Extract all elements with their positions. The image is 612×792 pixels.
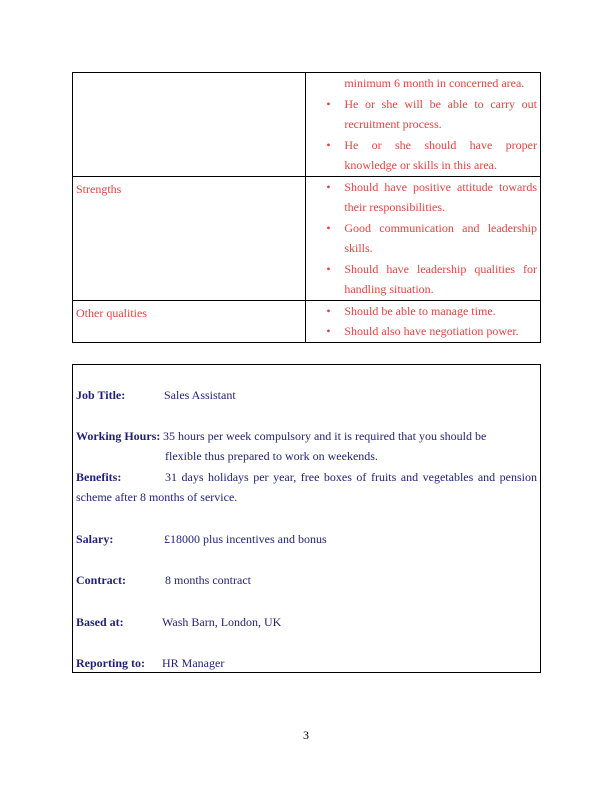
benefits-label: Benefits:	[76, 470, 122, 484]
list-item: • Should have positive attitude towards their responsibilities.	[306, 177, 537, 218]
job-title-value: Sales Assistant	[164, 388, 236, 402]
reporting-to-label: Reporting to:	[76, 656, 145, 670]
job-title-label: Job Title:	[76, 388, 126, 402]
list-item: minimum 6 month in concerned area.	[344, 76, 525, 90]
row-label	[73, 73, 306, 177]
row-label: Other qualities	[73, 300, 306, 342]
list-item: • Should have leadership qualities for handling situation.	[306, 259, 537, 300]
working-hours-label: Working Hours:	[76, 429, 161, 443]
table-row	[73, 300, 541, 342]
page-number: 3	[303, 728, 309, 742]
table-row	[73, 176, 541, 300]
working-hours-value: 35 hours per week compulsory and it is required that you should be	[163, 429, 487, 443]
benefits-value-cont: scheme after 8 months of service.	[76, 490, 238, 504]
row-content	[306, 176, 541, 300]
row-content	[306, 300, 541, 342]
contract-value: 8 months contract	[165, 573, 251, 587]
list-item: • Should be able to manage time.	[306, 301, 537, 322]
list-item: • Good communication and leadership skills.	[306, 218, 537, 259]
salary-value: £18000 plus incentives and bonus	[164, 532, 327, 546]
based-at-value: Wash Barn, London, UK	[162, 615, 282, 629]
salary-label: Salary:	[76, 532, 114, 546]
based-at-label: Based at:	[76, 615, 124, 629]
working-hours-value-cont: flexible thus prepared to work on weekends.	[165, 449, 378, 463]
list-item: • He or she should have proper knowledge or skills in this area.	[306, 135, 537, 176]
job-description-box	[72, 364, 541, 673]
benefits-value: 31 days holidays per year, free boxes of fruits and vegetables and pension	[165, 470, 537, 484]
list-item: • He or she will be able to carry out recruitment process.	[306, 94, 537, 135]
contract-label: Contract:	[76, 573, 126, 587]
row-content	[306, 73, 541, 177]
person-spec-table	[72, 72, 541, 343]
reporting-to-value: HR Manager	[162, 656, 225, 670]
row-label: Strengths	[73, 176, 306, 300]
list-item: • Should also have negotiation power.	[306, 321, 537, 342]
table-row	[73, 73, 541, 177]
